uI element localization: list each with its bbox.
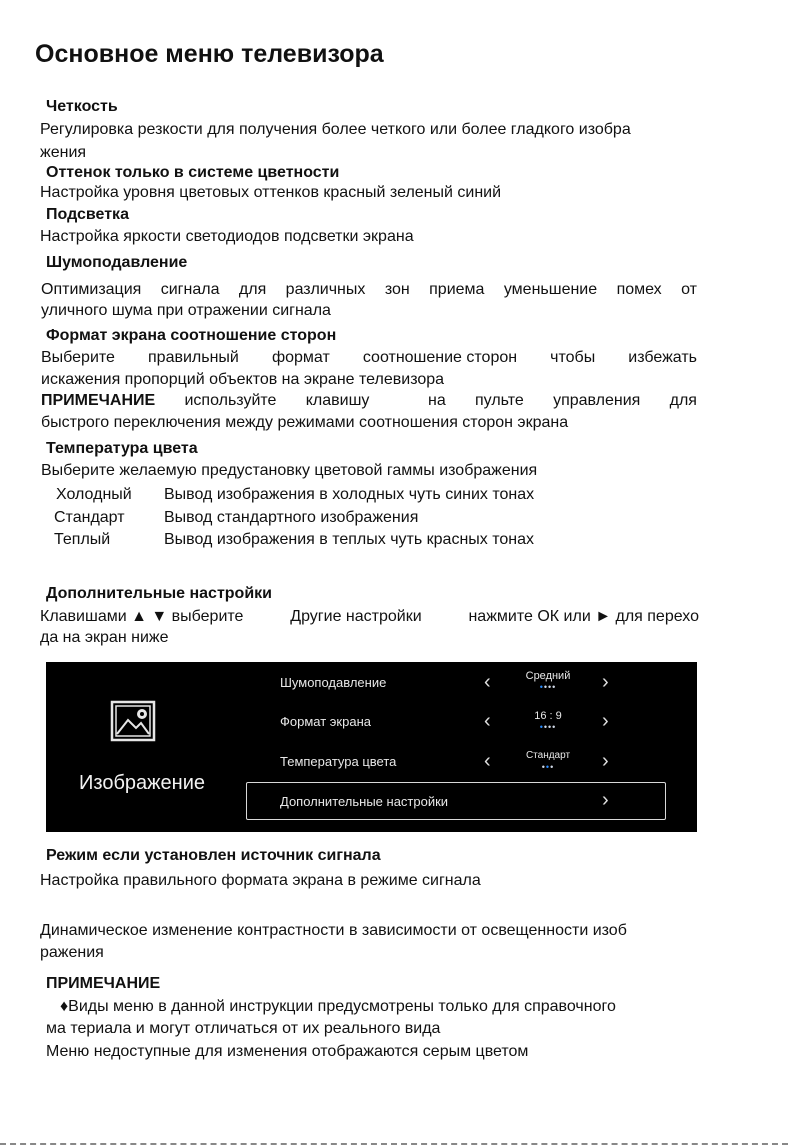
advanced-text-line1	[40, 608, 699, 626]
color-temp-heading: Температура цвета	[46, 440, 198, 457]
tint-heading: Оттенок только в системе цветности	[46, 164, 340, 181]
color-temp-option-name: Теплый	[54, 531, 111, 548]
chevron-right-icon[interactable]: ›	[602, 750, 609, 772]
noise-text-line1	[41, 281, 697, 299]
sharpness-text-line2: жения	[40, 144, 87, 161]
word: Другие настройки	[290, 608, 422, 625]
option-dots: ••••	[539, 722, 557, 732]
chevron-left-icon[interactable]: ‹	[484, 710, 491, 732]
word: от	[681, 281, 697, 298]
page-title: Основное меню телевизора	[35, 40, 384, 68]
word: приема	[429, 281, 485, 298]
word: нажмите ОК или ► для перехо	[468, 608, 699, 625]
word: сигнала	[160, 281, 220, 298]
tv-menu-screenshot	[46, 662, 697, 832]
picture-icon	[110, 700, 156, 742]
word: различных	[285, 281, 366, 298]
word: пульте	[475, 392, 524, 409]
chevron-right-icon[interactable]: ›	[602, 671, 609, 693]
mode-heading: Режим если установлен источник сигнала	[46, 847, 381, 864]
word: для	[238, 281, 267, 298]
word: используйте	[184, 392, 277, 409]
advanced-settings-label: Дополнительные настройки	[280, 794, 449, 809]
backlight-text: Настройка яркости светодиодов подсветки экрана	[40, 228, 414, 245]
option-dots: ••••	[539, 682, 557, 692]
chevron-right-icon[interactable]: ›	[602, 710, 609, 732]
word: помех	[616, 281, 662, 298]
word: на	[427, 392, 446, 409]
chevron-right-icon[interactable]: ›	[602, 789, 609, 811]
aspect-text-line2: искажения пропорций объектов на экране телевизора	[41, 371, 445, 388]
backlight-heading: Подсветка	[46, 206, 129, 223]
aspect-note-line1	[41, 392, 697, 410]
dynamic-contrast-line1: Динамическое изменение контрастности в зависимости от освещенности изоб	[40, 922, 627, 939]
mode-text: Настройка правильного формата экрана в режиме сигнала	[40, 872, 481, 889]
color-temp-text: Выберите желаемую предустановку цветовой гаммы изображения	[41, 462, 538, 479]
noise-text-line2: уличного шума при отражении сигнала	[41, 302, 331, 319]
menu-item-aspect-ratio[interactable]: Формат экрана	[280, 714, 371, 729]
color-temp-option-name: Стандарт	[54, 509, 125, 526]
chevron-left-icon[interactable]: ‹	[484, 671, 491, 693]
word: Клавишами ▲ ▼ выберите	[40, 608, 244, 625]
aspect-heading: Формат экрана соотношение сторон	[46, 327, 337, 344]
note-line3: Меню недоступные для изменения отображаются серым цветом	[46, 1043, 529, 1060]
option-dots: •••	[541, 762, 555, 772]
option-value: Стандарт	[525, 750, 571, 761]
menu-item-noise-reduction[interactable]: Шумоподавление	[280, 675, 387, 690]
color-temp-option-desc: Вывод стандартного изображения	[164, 509, 419, 526]
dynamic-contrast-line2: ражения	[40, 944, 104, 961]
note-line2: ма териала и могут отличаться от их реального вида	[46, 1020, 441, 1037]
color-temp-option-desc: Вывод изображения в холодных чуть синих тонах	[164, 486, 535, 503]
word: избежать	[628, 349, 697, 366]
sharpness-heading: Четкость	[46, 98, 118, 115]
sharpness-text-line1: Регулировка резкости для получения более четкого или более гладкого изобра	[40, 121, 631, 138]
word: Оптимизация	[41, 281, 142, 298]
menu-item-color-temperature[interactable]: Температура цвета	[280, 754, 397, 769]
word: формат	[271, 349, 330, 366]
note-heading: ПРИМЕЧАНИЕ	[46, 975, 161, 992]
advanced-heading: Дополнительные настройки	[46, 585, 272, 602]
word: клавишу	[305, 392, 370, 409]
advanced-text-line2: да на экран ниже	[40, 629, 169, 646]
option-value: 16 : 9	[534, 710, 562, 722]
word: для	[669, 392, 697, 409]
note-line1: ♦Виды меню в данной инструкции предусмотрены только для справочного	[60, 998, 616, 1015]
color-temp-option-desc: Вывод изображения в теплых чуть красных тонах	[164, 531, 534, 548]
word: правильный	[148, 349, 239, 366]
noise-heading: Шумоподавление	[46, 254, 188, 271]
aspect-text-line1	[41, 349, 697, 367]
section-label: Изображение	[79, 772, 205, 794]
word: зон	[384, 281, 410, 298]
word: чтобы	[550, 349, 596, 366]
aspect-note-line2: быстрого переключения между режимами соотношения сторон экрана	[41, 414, 569, 431]
word: Выберите	[41, 349, 115, 366]
word: соотношение сторон	[362, 349, 518, 366]
word: уменьшение	[503, 281, 598, 298]
note-label: ПРИМЕЧАНИЕ	[41, 392, 156, 409]
tint-text: Настройка уровня цветовых оттенков красный зеленый синий	[40, 184, 502, 201]
word: управления	[553, 392, 641, 409]
color-temp-option-name: Холодный	[56, 486, 132, 503]
chevron-left-icon[interactable]: ‹	[484, 750, 491, 772]
option-value: Средний	[525, 670, 571, 682]
